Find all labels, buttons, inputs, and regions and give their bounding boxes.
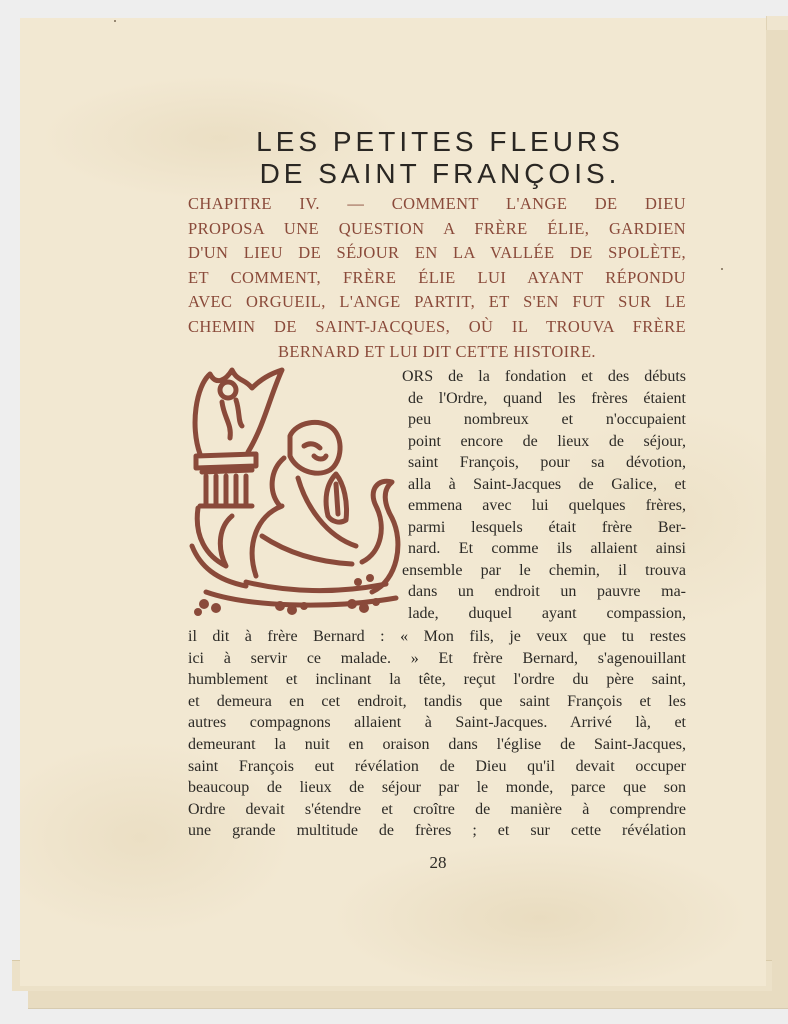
body-line: beaucoup de lieux de séjour par le monde, parce que son bbox=[188, 779, 686, 797]
chapter-line: AVEC ORGUEIL, L'ANGE PARTIT, ET S'EN FUT SUR LE bbox=[188, 292, 686, 312]
book-title bbox=[180, 126, 700, 190]
title-line-2: DE SAINT FRANÇOIS. bbox=[259, 158, 621, 189]
paper-speck bbox=[721, 268, 723, 270]
body-line: alla à Saint-Jacques de Galice, et bbox=[408, 475, 686, 493]
chapter-line: CHEMIN DE SAINT-JACQUES, OÙ IL TROUVA FRÈRE bbox=[188, 316, 686, 336]
body-line: saint François eut révélation de Dieu qu'il devait occuper bbox=[188, 757, 686, 775]
body-text-column bbox=[402, 366, 686, 624]
body-line: humblement et inclinant la tête, reçut l'ordre du père saint, bbox=[188, 671, 686, 689]
body-line: lade, duquel ayant compassion, bbox=[408, 604, 686, 622]
praying-friar-initial-illustration bbox=[186, 366, 408, 620]
title-line-1: LES PETITES FLEURS bbox=[256, 126, 624, 157]
body-line: dans un endroit un pauvre ma- bbox=[408, 583, 686, 600]
body-line: il dit à frère Bernard : « Mon fils, je veux que tu restes bbox=[188, 628, 686, 645]
paper-speck bbox=[114, 20, 116, 22]
body-line: saint François, pour sa dévotion, bbox=[408, 454, 686, 471]
chapter-line: CHAPITRE IV. — COMMENT L'ANGE DE DIEU bbox=[188, 194, 686, 213]
body-line: de l'Ordre, quand les frères étaient bbox=[408, 389, 686, 407]
body-line: ici à servir ce malade. » Et frère Bernard, s'agenouillant bbox=[188, 649, 686, 667]
page-number: 28 bbox=[429, 853, 447, 872]
body-line: emmena avec lui quelques frères, bbox=[408, 497, 686, 514]
body-line: et demeura en cet endroit, tandis que saint François et les bbox=[188, 692, 686, 710]
body-line: autres compagnons allaient à Saint-Jacques. Arrivé là, et bbox=[188, 714, 686, 732]
body-line: Ordre devait s'étendre et croître de manière à comprendre bbox=[188, 800, 686, 818]
body-line: point encore de lieux de séjour, bbox=[408, 432, 686, 450]
chapter-line: BERNARD ET LUI DIT CETTE HISTOIRE. bbox=[278, 341, 596, 361]
chapter-line: D'UN LIEU DE SÉJOUR EN LA VALLÉE DE SPOLÈTE, bbox=[188, 243, 686, 263]
chapter-line: ET COMMENT, FRÈRE ÉLIE LUI AYANT RÉPONDU bbox=[188, 267, 686, 287]
body-line: peu nombreux et n'occupaient bbox=[408, 411, 686, 428]
body-line: ensemble par le chemin, il trouva bbox=[402, 561, 686, 579]
body-line: demeurant la nuit en oraison dans l'église de Saint-Jacques, bbox=[188, 735, 686, 753]
body-line: ORS de la fondation et des débuts bbox=[402, 368, 686, 385]
body-line: parmi lesquels était frère Ber- bbox=[408, 518, 686, 536]
chapter-heading bbox=[188, 192, 686, 364]
praying-friar-icon bbox=[186, 366, 408, 620]
body-text-full-width bbox=[188, 626, 686, 842]
body-line: une grande multitude de frères ; et sur cette révélation bbox=[188, 822, 686, 840]
chapter-line: PROPOSA UNE QUESTION A FRÈRE ÉLIE, GARDIEN bbox=[188, 218, 686, 238]
body-line: nard. Et comme ils allaient ainsi bbox=[408, 540, 686, 557]
